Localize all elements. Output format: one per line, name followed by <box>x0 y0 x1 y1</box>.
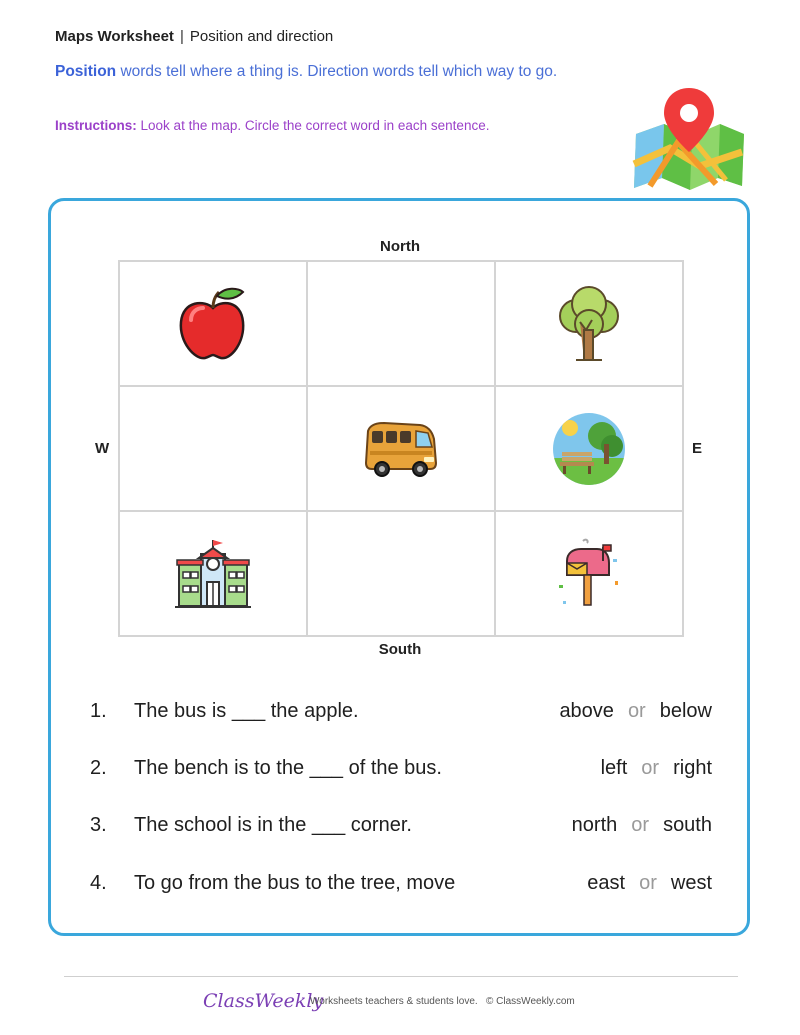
intro-bold-word: Position <box>55 63 117 80</box>
worksheet-subtitle: Position and direction <box>189 28 334 45</box>
or-word: or <box>627 700 646 722</box>
question-number: 3. <box>90 814 107 836</box>
option-a[interactable]: east <box>587 872 626 894</box>
question-number: 1. <box>90 700 107 722</box>
instructions-text: Look at the map. Circle the correct word in each sentence. <box>140 118 490 133</box>
question-3 <box>90 814 712 844</box>
option-b[interactable]: south <box>663 814 712 836</box>
header-separator: | <box>179 28 184 45</box>
grid-cell-top-middle <box>307 261 495 386</box>
option-a[interactable]: above <box>559 700 614 722</box>
footer-divider <box>64 976 738 977</box>
grid-cell-bottom-left <box>119 511 307 636</box>
brand-logo: ClassWeekly <box>203 990 324 1012</box>
question-text: To go from the bus to the tree, move <box>134 872 456 894</box>
question-1 <box>90 700 712 730</box>
grid-cell-middle-right <box>495 386 683 511</box>
or-word: or <box>639 872 657 894</box>
copyright-text: © ClassWeekly.com <box>486 996 575 1007</box>
answer-options <box>601 757 712 780</box>
tagline-text: Worksheets teachers & students love. <box>310 996 478 1007</box>
apple-icon <box>173 284 253 364</box>
worksheet-title: Maps Worksheet <box>55 28 174 45</box>
map-grid <box>118 260 684 637</box>
question-4 <box>90 872 712 902</box>
park-bench-icon <box>550 410 628 488</box>
grid-cell-top-left <box>119 261 307 386</box>
or-word: or <box>641 757 660 779</box>
question-number: 4. <box>90 872 107 894</box>
option-b[interactable]: west <box>670 872 712 894</box>
school-bus-icon <box>362 417 440 481</box>
grid-cell-bottom-right <box>495 511 683 636</box>
grid-cell-center <box>307 386 495 511</box>
instructions-label: Instructions: <box>55 118 137 133</box>
grid-cell-bottom-middle <box>307 511 495 636</box>
option-a[interactable]: north <box>571 814 618 836</box>
question-text: The bench is to the ___ of the bus. <box>134 757 442 779</box>
intro-text <box>55 59 595 85</box>
grid-cell-top-right <box>495 261 683 386</box>
option-a[interactable]: left <box>600 757 628 779</box>
footer-tagline <box>310 996 575 1007</box>
question-text: The bus is ___ the apple. <box>134 700 359 722</box>
question-text: The school is in the ___ corner. <box>134 814 412 836</box>
or-word: or <box>631 814 650 836</box>
answer-options <box>572 814 712 837</box>
question-2 <box>90 757 712 787</box>
north-label: North <box>380 238 420 255</box>
grid-cell-middle-left <box>119 386 307 511</box>
mailbox-icon <box>553 535 625 613</box>
answer-options <box>587 872 712 895</box>
answer-options <box>559 700 712 723</box>
question-number: 2. <box>90 757 107 779</box>
tree-icon <box>554 286 624 362</box>
east-label: E <box>692 440 703 457</box>
south-label: South <box>378 641 422 658</box>
west-label: W <box>95 440 110 457</box>
option-b[interactable]: right <box>673 757 712 779</box>
folded-map-pin-icon <box>630 86 748 192</box>
option-b[interactable]: below <box>659 700 712 722</box>
intro-rest: words tell where a thing is. Direction words tell which way to go. <box>120 63 558 80</box>
school-building-icon <box>175 536 251 612</box>
worksheet-header <box>55 28 333 45</box>
instructions <box>55 118 489 133</box>
